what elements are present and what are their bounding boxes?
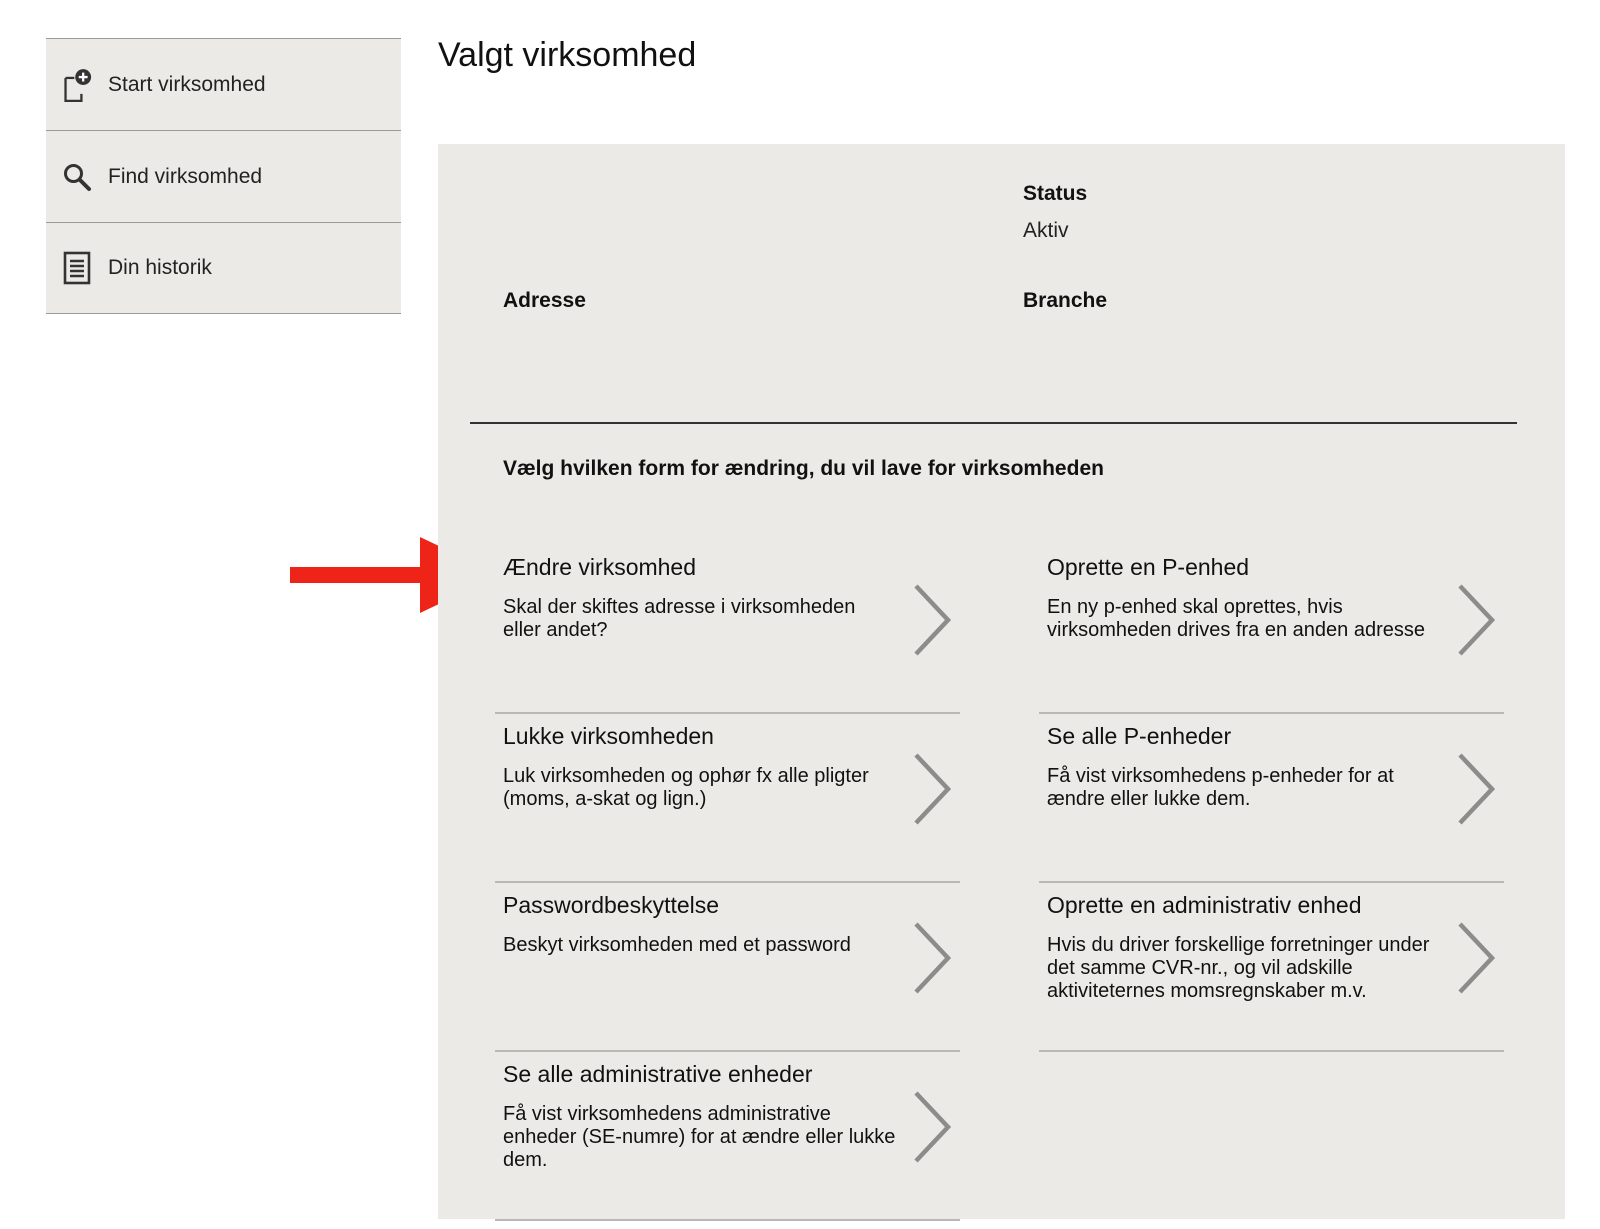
- chevron-right-icon: [910, 920, 954, 996]
- list-document-icon: [62, 249, 92, 287]
- document-plus-icon: [62, 66, 92, 104]
- sidebar-item-label: Din historik: [108, 256, 212, 279]
- chevron-right-icon: [910, 1089, 954, 1165]
- status-label: Status: [1023, 182, 1088, 205]
- option-separator: [495, 1219, 960, 1221]
- option-separator: [1039, 1050, 1504, 1052]
- option-title: Passwordbeskyttelse: [503, 892, 720, 918]
- option-description: En ny p-enhed skal oprettes, hvis virksomheden drives fra en anden adresse: [1047, 596, 1425, 641]
- chevron-right-icon: [1454, 920, 1498, 996]
- search-icon: [62, 158, 92, 196]
- option-description: Luk virksomheden og ophør fx alle pligter (moms, a-skat og lign.): [503, 765, 869, 810]
- option-title: Oprette en administrativ enhed: [1047, 892, 1362, 918]
- change-options-heading: Vælg hvilken form for ændring, du vil lave for virksomheden: [503, 457, 1104, 480]
- option-description: Beskyt virksomheden med et password: [503, 934, 851, 956]
- sidebar-item-label: Start virksomhed: [108, 72, 266, 96]
- chevron-right-icon: [910, 582, 954, 658]
- option-title: Se alle P-enheder: [1047, 723, 1232, 749]
- sidebar-item-start-virksomhed[interactable]: [46, 38, 401, 130]
- industry-label: Branche: [1023, 289, 1108, 312]
- page-title: Valgt virksomhed: [438, 36, 697, 74]
- status-value: Aktiv: [1023, 219, 1069, 242]
- chevron-right-icon: [910, 751, 954, 827]
- option-description: Få vist virksomhedens administrative enheder (SE-numre) for at ændre eller lukke dem.: [503, 1103, 896, 1171]
- option-oprette-administrativ-enhed[interactable]: [1039, 882, 1504, 1052]
- company-panel: [438, 144, 1565, 1219]
- option-description: Få vist virksomhedens p-enheder for at ændre eller lukke dem.: [1047, 765, 1394, 810]
- option-description: Hvis du driver forskellige forretninger under det samme CVR-nr., og vil adskille aktiviteternes momsregnskaber m.v.: [1047, 934, 1430, 1002]
- section-divider: [470, 422, 1517, 424]
- chevron-right-icon: [1454, 582, 1498, 658]
- option-se-alle-administrative-enheder[interactable]: [495, 1051, 960, 1221]
- sidebar-item-din-historik[interactable]: [46, 222, 401, 314]
- option-description: Skal der skiftes adresse i virksomheden eller andet?: [503, 596, 856, 641]
- option-title: Se alle administrative enheder: [503, 1061, 813, 1087]
- sidebar-item-find-virksomhed[interactable]: [46, 130, 401, 222]
- option-lukke-virksomheden[interactable]: [495, 713, 960, 883]
- option-title: Oprette en P-enhed: [1047, 554, 1250, 580]
- option-aendre-virksomhed[interactable]: [495, 544, 960, 714]
- address-label: Adresse: [503, 289, 586, 312]
- sidebar: [46, 38, 401, 314]
- option-se-alle-p-enheder[interactable]: [1039, 713, 1504, 883]
- option-title: Ændre virksomhed: [503, 554, 697, 580]
- option-passwordbeskyttelse[interactable]: [495, 882, 960, 1052]
- sidebar-item-label: Find virksomhed: [108, 164, 263, 188]
- option-oprette-p-enhed[interactable]: [1039, 544, 1504, 714]
- chevron-right-icon: [1454, 751, 1498, 827]
- option-title: Lukke virksomheden: [503, 723, 714, 749]
